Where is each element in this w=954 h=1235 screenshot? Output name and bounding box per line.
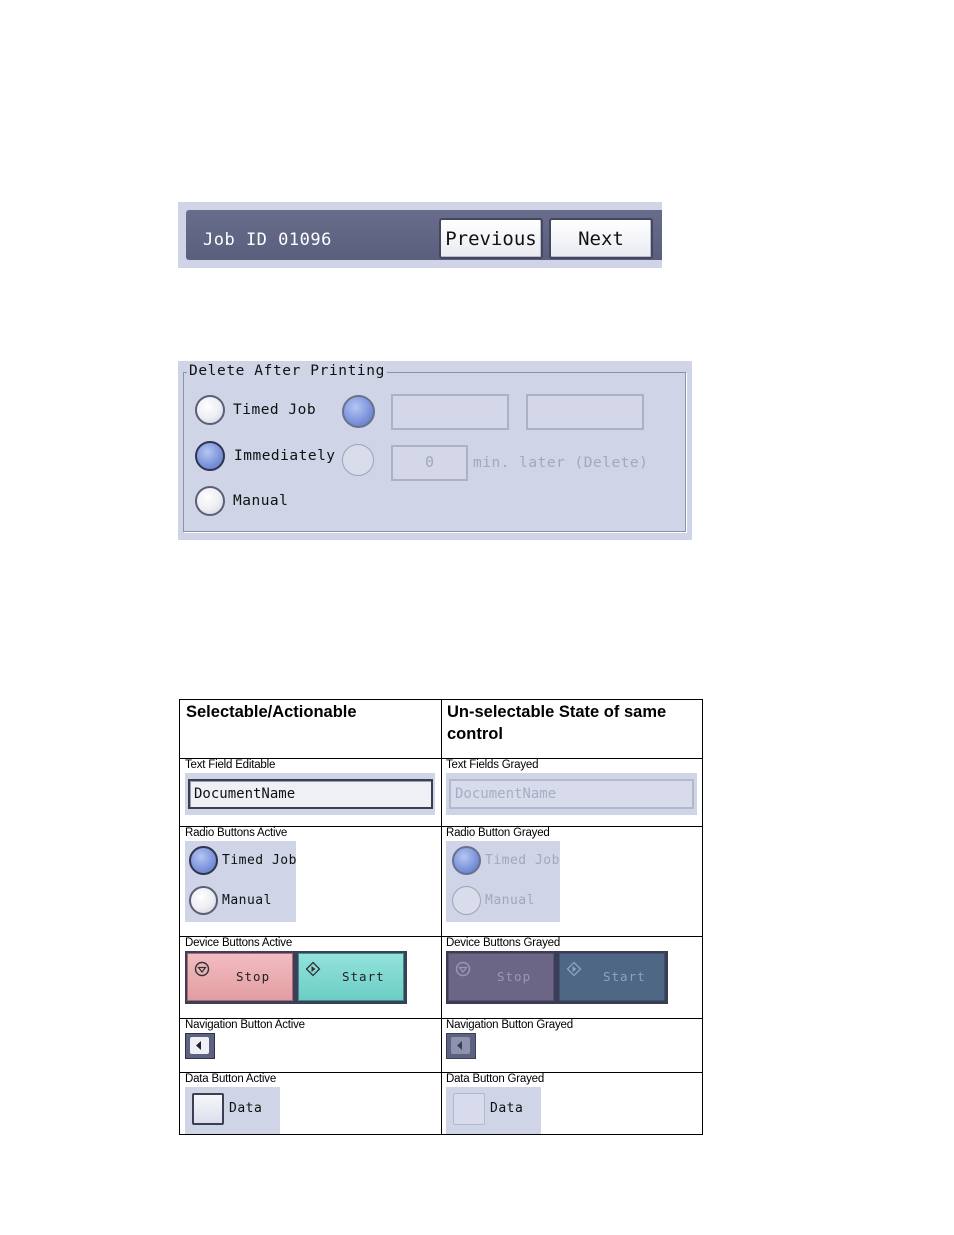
header-unselectable-line1: Un-selectable State of same — [447, 703, 667, 721]
header-unselectable-line2: control — [447, 725, 503, 743]
radio-timed-time-grayed — [342, 395, 375, 428]
data-button-grayed-label: Data — [490, 1101, 524, 1116]
start-button[interactable] — [298, 953, 404, 1001]
radio-minutes-later-grayed — [342, 444, 374, 476]
document-name-input-grayed — [449, 779, 694, 809]
start-button-label: Start — [342, 969, 385, 984]
previous-button[interactable]: Previous — [439, 218, 543, 259]
next-button[interactable]: Next — [549, 218, 653, 259]
control-states-table — [179, 699, 703, 1135]
header-unselectable — [447, 701, 666, 745]
radio-immediately-label: Immediately — [234, 448, 336, 464]
start-icon — [566, 961, 582, 980]
radio-active-timed-job-label: Timed Job — [222, 853, 297, 868]
stop-button[interactable] — [187, 953, 293, 1001]
radio-grayed-manual-label: Manual — [485, 893, 535, 908]
caption-data-button-active: Data Button Active — [185, 1073, 277, 1085]
caption-radio-button-grayed: Radio Button Grayed — [446, 827, 550, 839]
caption-text-fields-grayed: Text Fields Grayed — [446, 759, 539, 771]
caption-data-button-grayed: Data Button Grayed — [446, 1073, 545, 1085]
caption-radio-buttons-active: Radio Buttons Active — [185, 827, 288, 839]
radio-active-timed-job[interactable] — [189, 846, 218, 875]
start-icon — [305, 961, 321, 980]
radio-grayed-timed-job-label: Timed Job — [485, 853, 560, 868]
caption-navigation-button-active: Navigation Button Active — [185, 1019, 305, 1031]
start-button-grayed — [559, 953, 665, 1001]
minutes-later-field — [391, 445, 468, 481]
document-name-value: DocumentName — [194, 786, 296, 802]
caption-text-field-editable: Text Field Editable — [185, 759, 276, 771]
data-button-label: Data — [229, 1101, 263, 1116]
job-id-label: Job ID 01096 — [203, 230, 332, 250]
stop-icon — [455, 961, 471, 980]
stop-button-grayed-label: Stop — [497, 969, 532, 984]
nav-back-grayed-inner — [451, 1037, 470, 1054]
left-arrow-icon — [451, 1037, 470, 1054]
caption-navigation-button-grayed: Navigation Button Grayed — [446, 1019, 573, 1031]
group-title: Delete After Printing — [189, 363, 385, 379]
time-minutes-field — [526, 394, 644, 430]
radio-immediately[interactable] — [195, 441, 225, 471]
minutes-later-value: 0 — [424, 453, 435, 471]
radio-active-manual[interactable] — [189, 886, 218, 915]
document-name-grayed-value: DocumentName — [455, 786, 557, 802]
column-divider — [441, 700, 442, 1134]
document-name-input[interactable] — [188, 779, 433, 809]
data-button[interactable] — [192, 1093, 224, 1125]
nav-back-button[interactable] — [185, 1033, 215, 1059]
radio-timed-job-label: Timed Job — [233, 402, 317, 418]
radio-manual-label: Manual — [233, 493, 289, 509]
radio-grayed-manual — [452, 886, 481, 915]
stop-icon — [194, 961, 210, 980]
time-hours-field — [391, 394, 509, 430]
radio-active-manual-label: Manual — [222, 893, 272, 908]
caption-device-buttons-active: Device Buttons Active — [185, 937, 293, 949]
radio-manual[interactable] — [195, 486, 225, 516]
start-button-grayed-label: Start — [603, 969, 646, 984]
radio-grayed-timed-job — [452, 846, 481, 875]
minutes-later-label: min. later (Delete) — [473, 455, 649, 471]
left-arrow-icon — [190, 1037, 209, 1054]
caption-device-buttons-grayed: Device Buttons Grayed — [446, 937, 561, 949]
delete-after-printing-panel — [178, 361, 692, 540]
header-selectable: Selectable/Actionable — [186, 703, 357, 721]
data-button-grayed — [453, 1093, 485, 1125]
stop-button-grayed — [448, 953, 554, 1001]
stop-button-label: Stop — [236, 969, 271, 984]
nav-back-button-grayed — [446, 1033, 476, 1059]
radio-timed-job[interactable] — [195, 395, 225, 425]
nav-back-inner — [190, 1037, 209, 1054]
